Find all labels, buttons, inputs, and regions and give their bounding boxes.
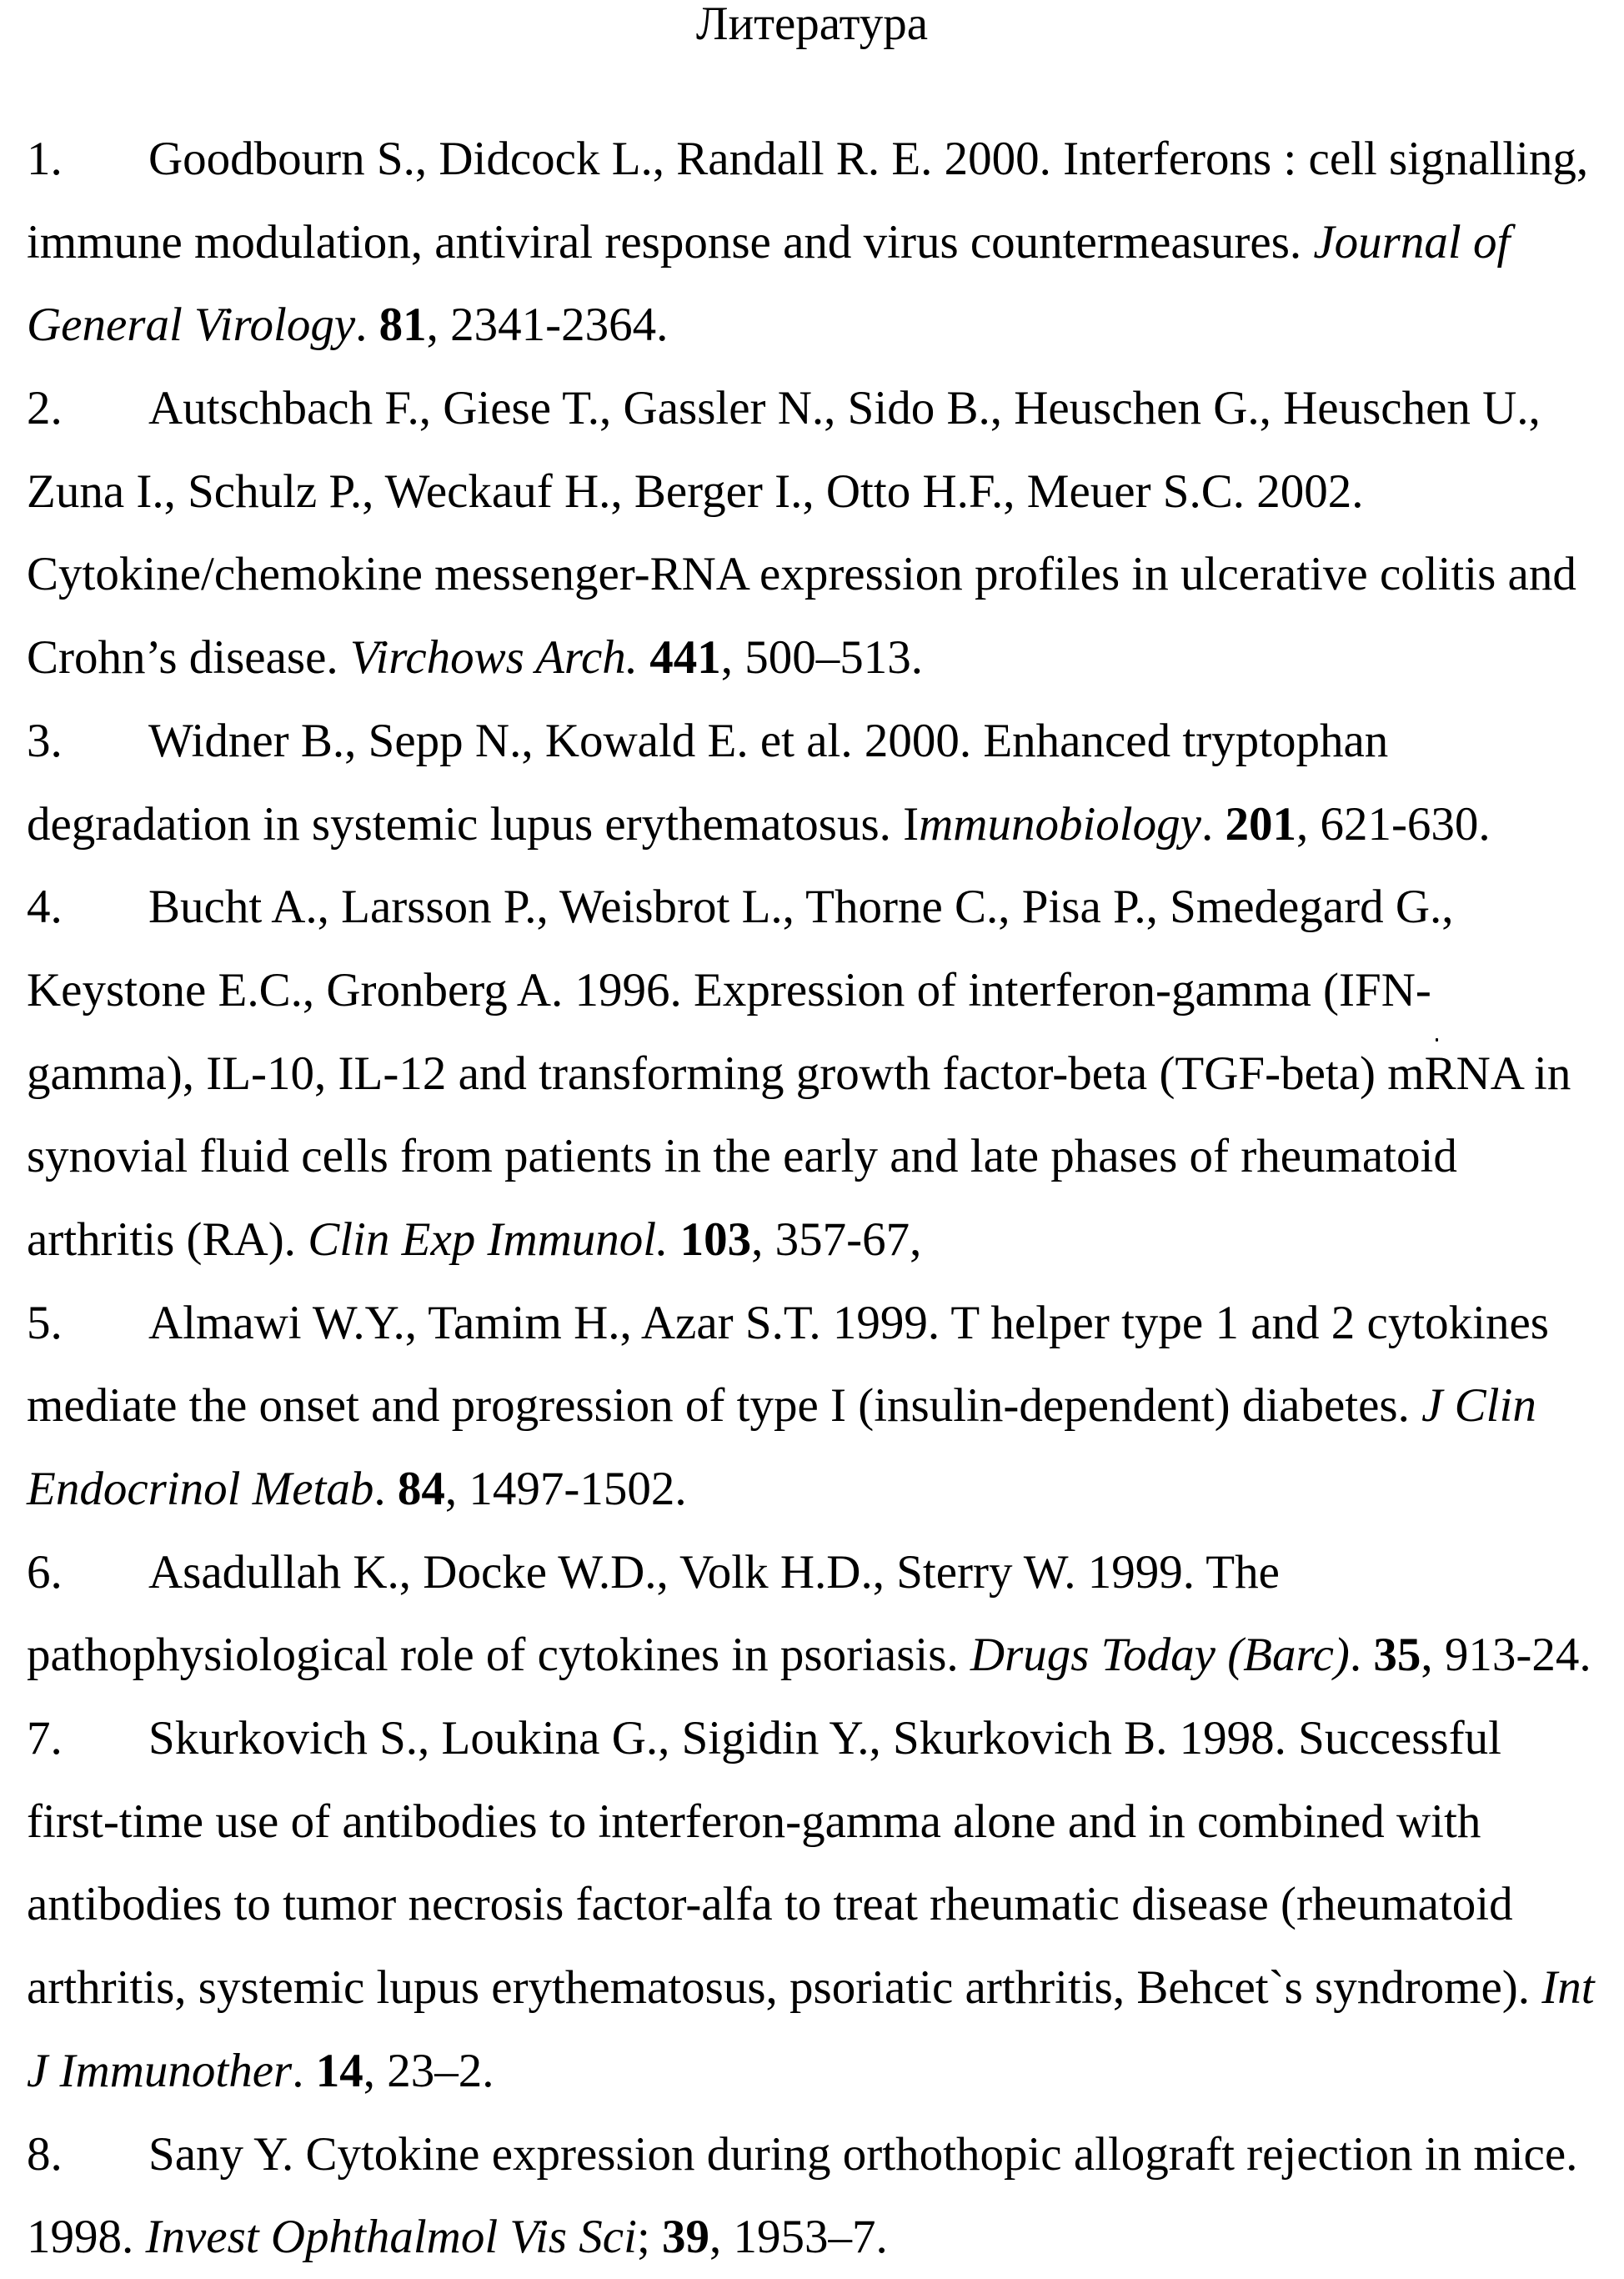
reference-line — [27, 284, 1619, 367]
volume-number: 84 — [398, 1463, 445, 1515]
reference-text — [668, 1213, 679, 1266]
reference-number: 5. — [27, 1282, 148, 1365]
reference-text: Almawi W.Y., Tamim H., Azar S.T. 1999. T helper type 1 and 2 cytokines — [148, 1297, 1549, 1349]
reference-number: 2. — [27, 367, 148, 450]
journal-title: mmunobiology — [919, 798, 1201, 851]
reference-line — [27, 2030, 1619, 2113]
reference-line — [27, 1531, 1619, 1614]
reference-line — [27, 1697, 1619, 1780]
reference-line — [27, 783, 1619, 866]
reference-number: 3. — [27, 700, 148, 783]
journal-title: Invest Ophthalmol Vis Sci — [146, 2211, 637, 2263]
reference-item — [27, 2113, 1619, 2279]
reference-text: , 2341-2364. — [427, 299, 669, 351]
reference-line — [27, 1780, 1619, 1864]
volume-number: 35 — [1373, 1629, 1421, 1681]
reference-line — [27, 2196, 1619, 2279]
reference-line — [27, 1198, 1619, 1282]
journal-title: Endocrinol Metab — [27, 1463, 373, 1515]
reference-line — [27, 118, 1619, 201]
reference-text: , 913-24. — [1421, 1629, 1591, 1681]
reference-text: Zuna I., Schulz P., Weckauf H., Berger I., Otto H.F., Meuer S.C. 2002. — [27, 465, 1364, 518]
reference-text: mediate the onset and progression of type I (insulin-dependent) diabetes. — [27, 1379, 1421, 1432]
journal-title: Clin Exp Immunol. — [308, 1213, 668, 1266]
reference-text: . — [292, 2045, 316, 2097]
reference-line — [27, 1863, 1619, 1946]
journal-title: Journal of — [1313, 216, 1510, 269]
reference-line — [27, 201, 1619, 284]
reference-text: Autschbach F., Giese T., Gassler N., Sido B., Heuschen G., Heuschen U., — [148, 382, 1541, 434]
reference-text: arthritis (RA). — [27, 1213, 308, 1266]
reference-text: , 500–513. — [721, 631, 923, 684]
reference-text: Widner B., Sepp N., Kowald E. et al. 2000. Enhanced tryptophan — [148, 715, 1388, 767]
reference-text: Goodbourn S., Didcock L., Randall R. E. 2000. Interferons : cell signalling, — [148, 133, 1588, 185]
reference-text: synovial fluid cells from patients in the early and late phases of rheumatoid — [27, 1130, 1457, 1182]
reference-text: ; — [637, 2211, 662, 2263]
scan-speck — [1436, 1038, 1438, 1042]
reference-number: 8. — [27, 2113, 148, 2196]
reference-item — [27, 866, 1619, 1281]
volume-number: 103 — [680, 1213, 752, 1266]
reference-text: antibodies to tumor necrosis factor-alfa to treat rheumatic disease (rheumatoid — [27, 1878, 1513, 1930]
reference-text: pathophysiological role of cytokines in psoriasis. — [27, 1629, 970, 1681]
reference-text: . — [355, 299, 379, 351]
page-title: Литература — [0, 0, 1624, 48]
reference-text: , 357-67, — [751, 1213, 921, 1266]
reference-line — [27, 866, 1619, 949]
reference-text: , 1953–7. — [709, 2211, 888, 2263]
reference-text: first-time use of antibodies to interferon-gamma alone and in combined with — [27, 1795, 1481, 1848]
reference-text: degradation in systemic lupus erythematosus. I — [27, 798, 919, 851]
journal-title: J Clin — [1421, 1379, 1536, 1432]
reference-line — [27, 616, 1619, 700]
journal-title: Int — [1541, 1961, 1594, 2014]
reference-text: gamma), IL-10, IL-12 and transforming growth factor-beta (TGF-beta) mRNA in — [27, 1047, 1571, 1100]
volume-number: 14 — [316, 2045, 363, 2097]
reference-item — [27, 1531, 1619, 1697]
reference-line — [27, 700, 1619, 783]
reference-list — [27, 118, 1619, 2279]
reference-number: 1. — [27, 118, 148, 201]
reference-number: 7. — [27, 1697, 148, 1780]
journal-title: General Virology — [27, 299, 355, 351]
reference-text: Keystone E.C., Gronberg A. 1996. Expression of interferon-gamma (IFN- — [27, 964, 1431, 1017]
volume-number: 201 — [1225, 798, 1296, 851]
reference-line — [27, 367, 1619, 450]
volume-number: 441 — [649, 631, 721, 684]
reference-text: Sany Y. Cytokine expression during orthothopic allograft rejection in mice. — [148, 2128, 1577, 2181]
reference-item — [27, 1697, 1619, 2112]
reference-text: 1998. — [27, 2211, 146, 2263]
reference-item — [27, 1282, 1619, 1531]
reference-number: 4. — [27, 866, 148, 949]
reference-text — [638, 631, 649, 684]
reference-line — [27, 533, 1619, 616]
reference-text: . — [373, 1463, 398, 1515]
reference-text: arthritis, systemic lupus erythematosus, psoriatic arthritis, Behcet`s syndrome). — [27, 1961, 1541, 2014]
reference-line — [27, 949, 1619, 1032]
reference-line — [27, 1614, 1619, 1697]
journal-title: J Immunother — [27, 2045, 292, 2097]
reference-line — [27, 450, 1619, 534]
reference-line — [27, 1032, 1619, 1116]
reference-text: Bucht A., Larsson P., Weisbrot L., Thorne C., Pisa P., Smedegard G., — [148, 881, 1454, 933]
reference-text: Cytokine/chemokine messenger-RNA expression profiles in ulcerative colitis and — [27, 548, 1576, 600]
reference-text: , 621-630. — [1296, 798, 1491, 851]
journal-title: Drugs Today (Barc) — [970, 1629, 1350, 1681]
volume-number: 81 — [379, 299, 427, 351]
reference-text: Asadullah K., Docke W.D., Volk H.D., Sterry W. 1999. The — [148, 1546, 1280, 1599]
reference-text: , 1497-1502. — [445, 1463, 687, 1515]
reference-line — [27, 1946, 1619, 2030]
volume-number: 39 — [662, 2211, 709, 2263]
reference-text: , 23–2. — [363, 2045, 494, 2097]
reference-item — [27, 118, 1619, 367]
reference-text: immune modulation, antiviral response and virus countermeasures. — [27, 216, 1313, 269]
reference-line — [27, 1364, 1619, 1448]
reference-text: . — [1350, 1629, 1374, 1681]
reference-line — [27, 1448, 1619, 1531]
reference-text: Crohn’s disease. — [27, 631, 350, 684]
reference-line — [27, 1115, 1619, 1198]
reference-line — [27, 2113, 1619, 2196]
reference-item — [27, 367, 1619, 700]
reference-text: Skurkovich S., Loukina G., Sigidin Y., Skurkovich B. 1998. Successful — [148, 1712, 1501, 1764]
reference-item — [27, 700, 1619, 866]
reference-line — [27, 1282, 1619, 1365]
journal-title: Virchows Arch. — [350, 631, 638, 684]
reference-number: 6. — [27, 1531, 148, 1614]
reference-text: . — [1201, 798, 1226, 851]
